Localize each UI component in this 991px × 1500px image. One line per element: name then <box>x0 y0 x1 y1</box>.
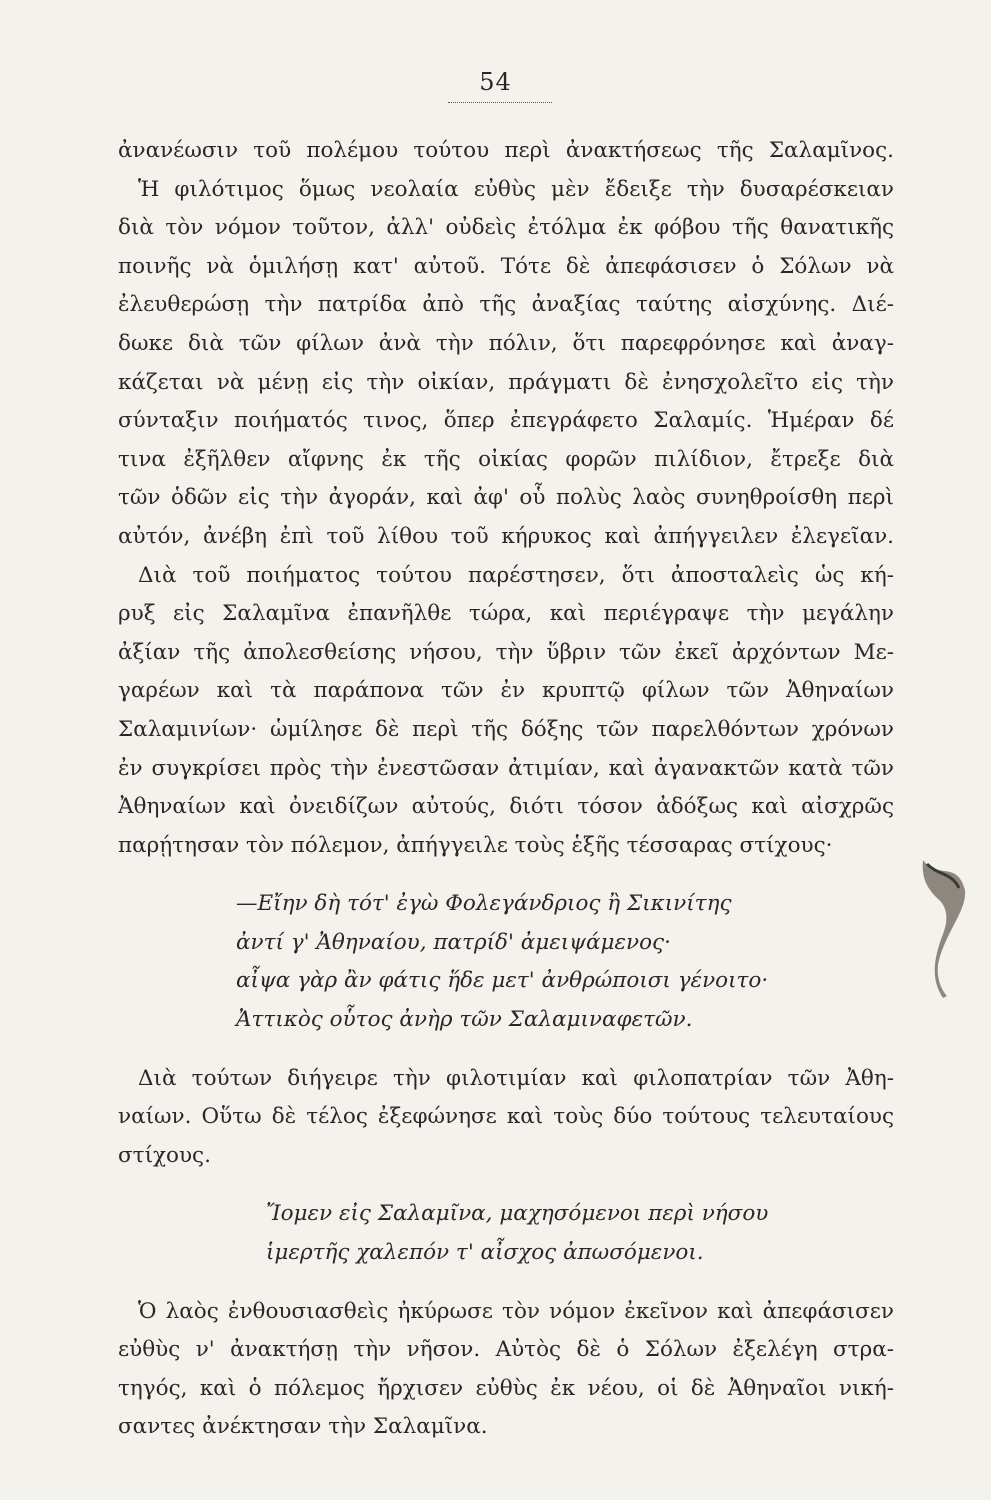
paragraph-4 <box>118 1293 894 1447</box>
verse-block-1 <box>118 885 894 1039</box>
text-line: κάζεται νὰ μένῃ εἰς τὴν οἰκίαν, πράγματι δὲ ἐνησχολεῖτο εἰς τὴν <box>118 369 894 395</box>
text-line: εὐθὺς ν' ἀνακτήσῃ τὴν νῆσον. Αὐτὸς δὲ ὁ Σόλων ἐξελέγη στρα- <box>118 1337 894 1363</box>
paragraph-1 <box>118 132 894 557</box>
text-line: ποινῆς νὰ ὁμιλήσῃ κατ' αὐτοῦ. Τότε δὲ ἀπεφάσισεν ὁ Σόλων νὰ <box>118 253 894 279</box>
verse-line: Ἀττικὸς οὗτος ἀνὴρ τῶν Σαλαμιναφετῶν. <box>236 1007 693 1033</box>
text-line: Ἀθηναίων καὶ ὀνειδίζων αὐτούς, διότι τόσον ἀδόξως καὶ αἰσχρῶς <box>118 794 894 820</box>
verse-line: ἱμερτῆς χαλεπόν τ' αἶσχος ἀπωσόμενοι. <box>266 1240 704 1266</box>
text-line: ἐλευθερώσῃ τὴν πατρίδα ἀπὸ τῆς ἀναξίας ταύτης αἰσχύνης. Διέ- <box>118 292 894 318</box>
text-line: ἀξίαν τῆς ἀπολεσθείσης νήσου, τὴν ὕβριν τῶν ἐκεῖ ἀρχόντων Με- <box>118 639 894 665</box>
paragraph-2 <box>118 557 894 866</box>
verse-line: —Εἴην δὴ τότ' ἐγὼ Φολεγάνδριος ἢ Σικινίτης <box>236 891 732 917</box>
verse-line: Ἴομεν εἰς Σαλαμῖνα, μαχησόμενοι περὶ νήσου <box>266 1201 769 1227</box>
text-line: παρῄτησαν τὸν πόλεμον, ἀπήγγειλε τοὺς ἑξῆς τέσσαρας στίχους· <box>118 832 833 858</box>
text-line: Διὰ τοῦ ποιήματος τούτου παρέστησεν, ὅτι ἀποσταλεὶς ὡς κή- <box>138 562 894 588</box>
text-line: γαρέων καὶ τὰ παράπονα τῶν ἐν κρυπτῷ φίλων τῶν Ἀθηναίων <box>118 678 894 704</box>
verse-line: ἀντί γ' Ἀθηναίου, πατρίδ' ἀμειψάμενος· <box>236 929 671 955</box>
text-line: ἀνανέωσιν τοῦ πολέμου τούτου περὶ ἀνακτήσεως τῆς Σαλαμῖνος. <box>118 138 894 163</box>
text-line: Διὰ τούτων διήγειρε τὴν φιλοτιμίαν καὶ φιλοπατρίαν τῶν Ἀθη- <box>138 1065 894 1091</box>
verse-line: αἶψα γὰρ ἂν φάτις ἥδε μετ' ἀνθρώποισι γένοιτο· <box>236 968 769 994</box>
verse-block-2 <box>118 1195 894 1272</box>
text-line: τῶν ὁδῶν εἰς τὴν ἀγοράν, καὶ ἀφ' οὗ πολὺς λαὸς συνηθροίσθη περὶ <box>118 485 894 511</box>
page-number-rule <box>448 102 552 103</box>
ink-stain-mark <box>917 850 969 1000</box>
text-line: στίχους. <box>118 1142 211 1168</box>
text-line: ναίων. Οὕτω δὲ τέλος ἐξεφώνησε καὶ τοὺς δύο τούτους τελευταίους <box>118 1104 894 1130</box>
text-line: τηγός, καὶ ὁ πόλεμος ἤρχισεν εὐθὺς ἐκ νέου, οἱ δὲ Ἀθηναῖοι νική- <box>118 1375 894 1401</box>
text-line: σαντες ἀνέκτησαν τὴν Σαλαμῖνα. <box>118 1414 488 1440</box>
body-text <box>118 132 894 1447</box>
text-line: τινα ἐξῆλθεν αἴφνης ἐκ τῆς οἰκίας φορῶν πιλίδιον, ἔτρεξε διὰ <box>118 446 894 472</box>
text-line: Ὁ λαὸς ἐνθουσιασθεὶς ἠκύρωσε τὸν νόμον ἐκεῖνον καὶ ἀπεφάσισεν <box>138 1298 894 1324</box>
text-line: δωκε διὰ τῶν φίλων ἀνὰ τὴν πόλιν, ὅτι παρεφρόνησε καὶ ἀναγ- <box>118 330 894 356</box>
paragraph-3 <box>118 1060 894 1176</box>
page-number: 54 <box>479 68 512 96</box>
text-line: ρυξ εἰς Σαλαμῖνα ἐπανῆλθε τώρα, καὶ περιέγραψε τὴν μεγάλην <box>118 601 894 627</box>
text-line: σύνταξιν ποιήματός τινος, ὅπερ ἐπεγράφετο Σαλαμίς. Ἡμέραν δέ <box>118 408 894 434</box>
text-line: Σαλαμινίων· ὡμίλησε δὲ περὶ τῆς δόξης τῶν παρελθόντων χρόνων <box>118 716 894 742</box>
text-line: αὐτόν, ἀνέβη ἐπὶ τοῦ λίθου τοῦ κήρυκος καὶ ἀπήγγειλεν ἐλεγεῖαν. <box>118 523 894 549</box>
text-line: ἐν συγκρίσει πρὸς τὴν ἐνεστῶσαν ἀτιμίαν, καὶ ἀγανακτῶν κατὰ τῶν <box>118 755 894 781</box>
text-line: Ἡ φιλότιμος ὅμως νεολαία εὐθὺς μὲν ἔδειξε τὴν δυσαρέσκειαν <box>138 176 894 202</box>
text-line: διὰ τὸν νόμον τοῦτον, ἀλλ' οὐδεὶς ἐτόλμα ἐκ φόβου τῆς θανατικῆς <box>118 215 894 241</box>
